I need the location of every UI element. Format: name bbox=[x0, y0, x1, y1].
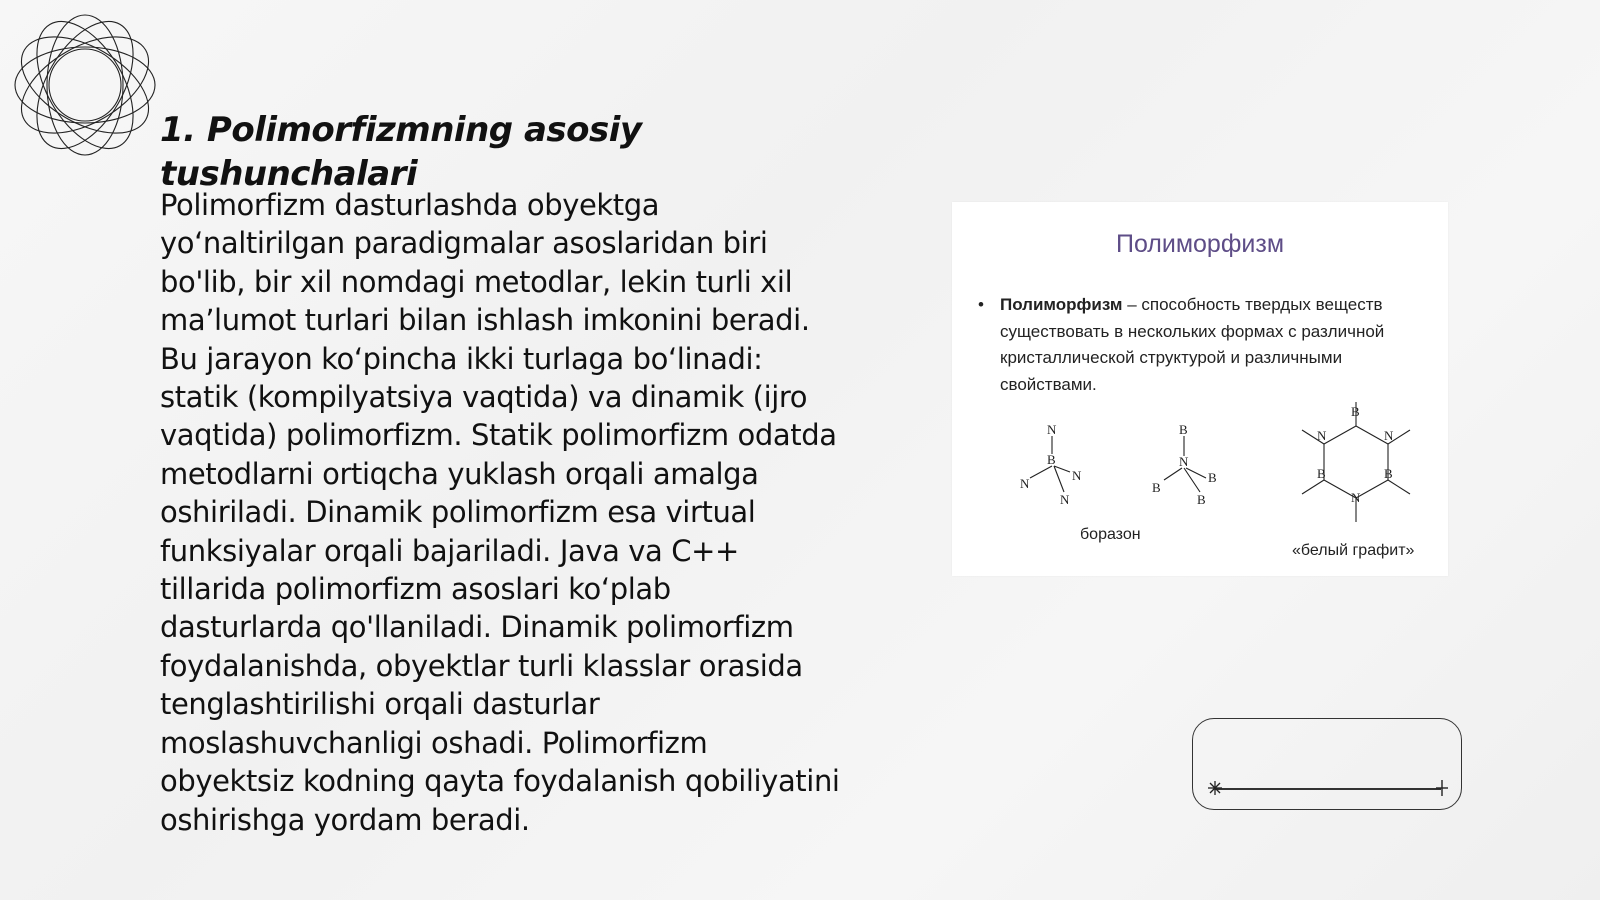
card-title: Полиморфизм bbox=[1115, 230, 1285, 258]
star-cross-icon bbox=[1433, 779, 1451, 797]
atom-label: B bbox=[1384, 466, 1393, 481]
atom-label: B bbox=[1179, 422, 1188, 437]
slide-title: 1. Polimorfizmning asosiy tushunchalari bbox=[160, 110, 642, 194]
atom-label: N bbox=[1179, 454, 1189, 469]
atom-label: B bbox=[1152, 480, 1161, 495]
sparkle-icon bbox=[1207, 780, 1223, 796]
slide-body-text: Polimorfizm dasturlashda obyektga yo‘naltirilgan paradigmalar asoslaridan biri bo'lib, bir xil nomdagi metodlar, lekin turli xil ma’lumot turlari bilan ishlash imkonini beradi. Bu jarayon ko‘pincha ikki turlaga bo‘linadi: statik (kompilyatsiya vaqtida) va dinamik (ijro vaqtida) polimorfizm. Statik polimorfizm odatda metodlarni ortiqcha yuklash orqali amalga oshiriladi. Dinamik polimorfizm esa virtual funksiyalar orqali bajariladi. Java va C++ tillarida polimorfizm asoslari ko‘plab dasturlarda qo'llaniladi. Dinamik polimorfizm foydalanishda, obyektlar turli klasslar orasida tenglashtirilishi orqali dasturlar moslashuvchanligi oshadi. Polimorfizm obyektsiz kodning qayta foydalanish qobiliyatini oshirishga yordam beradi. bbox=[160, 188, 840, 837]
atom-label: N bbox=[1351, 490, 1361, 505]
atom-label: N bbox=[1317, 428, 1327, 443]
decorative-rings-graphic bbox=[10, 10, 160, 160]
atom-label: B bbox=[1047, 452, 1056, 467]
atom-label: B bbox=[1351, 404, 1360, 419]
decorative-slider-frame bbox=[1192, 718, 1462, 810]
atom-label: B bbox=[1197, 492, 1206, 507]
caption-white-graphite: «белый графит» bbox=[1292, 542, 1415, 559]
bullet-term: Полиморфизм bbox=[1000, 295, 1123, 314]
slider-track bbox=[1215, 788, 1441, 790]
bullet-definition: – способность твердых веществ существовать в нескольких формах с различной кристаллической структурой и различными свойствами. bbox=[1000, 295, 1385, 394]
atom-label: N bbox=[1047, 422, 1057, 437]
atom-label: B bbox=[1317, 466, 1326, 481]
atom-label: N bbox=[1020, 476, 1030, 491]
atom-label: N bbox=[1384, 428, 1394, 443]
bullet-dot-icon: • bbox=[978, 295, 984, 314]
polymorphism-image-card bbox=[952, 202, 1448, 576]
atom-label: N bbox=[1072, 468, 1082, 483]
caption-borazon: боразон bbox=[1080, 526, 1141, 543]
atom-label: N bbox=[1060, 492, 1070, 507]
atom-label: B bbox=[1208, 470, 1217, 485]
